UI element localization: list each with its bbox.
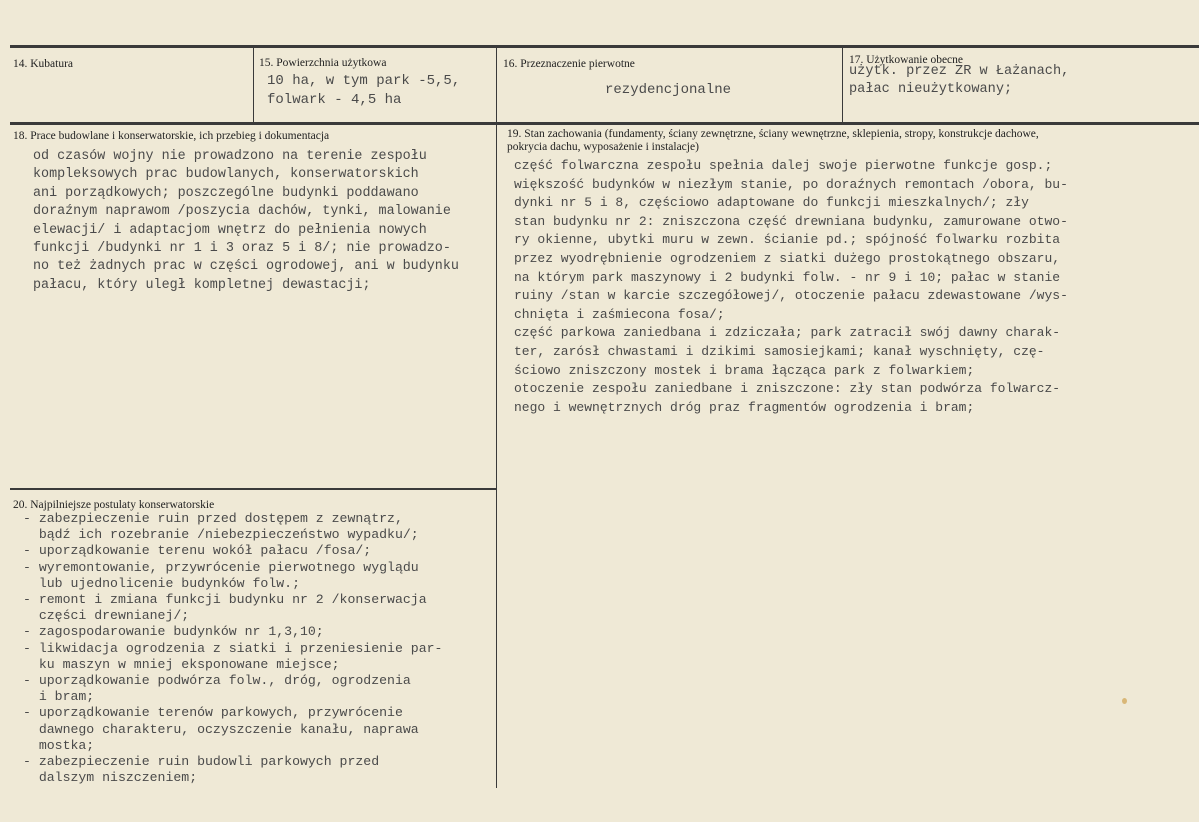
field-19-line: większość budynków w niezłym stanie, po doraźnych remontach /obora, bu- (514, 176, 1068, 192)
field-19-line: przez wyodrębnienie ogrodzeniem z siatki dużego prostokątnego obszaru, (514, 250, 1061, 266)
field-20-line: dalszym niszczeniem; (23, 770, 198, 786)
row1-divider-1 (253, 47, 254, 123)
field-20-line: - uporządkowanie terenów parkowych, przywrócenie (23, 705, 403, 721)
field-18-line: no też żadnych prac w części ogrodowej, ani w budynku (33, 259, 459, 275)
field-19-line: stan budynku nr 2: zniszczona część drewniana budynku, zamurowane otwo- (514, 213, 1068, 229)
field-20-text (23, 511, 442, 786)
field-17-line: pałac nieużytkowany; (849, 82, 1013, 98)
field-19-line: chnięta i zaśmiecona fosa/; (514, 306, 725, 322)
field-20-line: - uporządkowanie terenu wokół pałacu /fosa/; (23, 543, 372, 559)
field-20-line: bądź ich rozebranie /niebezpieczeństwo wypadku/; (23, 527, 419, 543)
field-19-line: ry okienne, ubytki muru w zewn. ścianie pd.; spójność folwarku rozbita (514, 232, 1061, 248)
row2-left-bottom-border (10, 488, 497, 490)
field-17-text (849, 63, 1069, 100)
top-border (10, 45, 1199, 48)
field-19-line: część parkowa zaniedbana i zdziczała; park zatracił swój dawny charak- (514, 325, 1061, 341)
field-18-line: funkcji /budynki nr 1 i 3 oraz 5 i 8/; nie prowadzo- (33, 241, 451, 257)
field-20-line: - zagospodarowanie budynków nr 1,3,10; (23, 624, 324, 640)
field-15-label: 15. Powierzchnia użytkowa (259, 57, 387, 69)
field-15-text (267, 72, 460, 110)
field-19-line: otoczenie zespołu zaniedbane i zniszczone: zły stan podwórza folwarcz- (514, 381, 1061, 397)
field-19-line: na którym park maszynowy i 2 budynki folw. - nr 9 i 10; pałac w stanie (514, 269, 1061, 285)
field-17-line: użytk. przez ZR w Łażanach, (849, 64, 1070, 79)
field-18-line: kompleksowych prac budowlanych, konserwatorskich (33, 167, 419, 183)
field-20-line: części drewnianej/; (23, 608, 190, 624)
field-19-line: część folwarczna zespołu spełnia dalej swoje pierwotne funkcje gosp.; (514, 158, 1053, 173)
field-19-line: dynki nr 5 i 8, częściowo adaptowane do funkcji mieszkalnych/; zły (514, 195, 1029, 211)
field-14-label: 14. Kubatura (13, 58, 74, 70)
field-20-line: - uporządkowanie podwórza folw., dróg, ogrodzenia (23, 673, 411, 689)
field-18-line: ani porządkowych; poszczególne budynki poddawano (33, 185, 419, 201)
field-19-line: nego i wewnętrznych dróg praz fragmentów ogrodzenia i bram; (514, 399, 975, 415)
field-20-line: dawnego charakteru, oczyszczenie kanału, naprawa (23, 721, 419, 737)
field-15-line: folwark - 4,5 ha (267, 92, 402, 108)
field-16-text (605, 81, 731, 99)
field-19-line: ściowo zniszczony mostek i brama łącząca park z folwarkiem; (514, 362, 975, 378)
row1-divider-2 (496, 47, 497, 123)
field-20-line: - likwidacja ogrodzenia z siatki i przeniesienie par- (23, 640, 443, 656)
field-20-line: - zabezpieczenie ruin przed dostępem z zewnątrz, (23, 511, 403, 526)
field-16-label: 16. Przeznaczenie pierwotne (503, 58, 635, 70)
field-20-line: i bram; (23, 689, 95, 705)
paper-stain (1122, 698, 1127, 704)
main-column-divider (496, 123, 497, 788)
field-20-line: ku maszyn w mniej eksponowane miejsce; (23, 656, 340, 672)
field-18-line: pałacu, który uległ kompletnej dewastacji; (33, 277, 371, 293)
field-16-line: rezydencjonalne (605, 82, 732, 98)
field-19-line: ter, zarósł chwastami i dzikimi samosiejkami; kanał wyschnięty, czę- (514, 343, 1045, 359)
field-18-line: elewacji/ i adaptacjom wnętrz do pełnienia nowych (33, 222, 427, 238)
field-20-line: - remont i zmiana funkcji budynku nr 2 /konserwacja (23, 592, 427, 608)
field-20-line: mostka; (23, 737, 95, 753)
field-19-label: 19. Stan zachowania (fundamenty, ściany zewnętrzne, ściany wewnętrzne, sklepienia, stropy, konstrukcje dachowe, pokrycia dachu, wyposażenie i instalacje) (507, 128, 1039, 153)
field-19-line: ruiny /stan w karcie szczegółowej/, otoczenie pałacu zdewastowane /wys- (514, 288, 1068, 304)
field-18-text (33, 148, 459, 295)
field-20-line: - zabezpieczenie ruin budowli parkowych przed (23, 754, 380, 770)
field-15-line: 10 ha, w tym park -5,5, (267, 73, 461, 89)
field-20-label: 20. Najpilniejsze postulaty konserwatorskie (13, 499, 215, 511)
row1-bottom-border (10, 122, 1199, 125)
field-18-line: od czasów wojny nie prowadzono na terenie zespołu (33, 149, 427, 164)
field-18-label: 18. Prace budowlane i konserwatorskie, ich przebieg i dokumentacja (13, 130, 330, 142)
field-18-line: doraźnym naprawom /poszycia dachów, tynki, malowanie (33, 204, 451, 220)
row1-divider-3 (842, 47, 843, 123)
field-20-line: - wyremontowanie, przywrócenie pierwotnego wyglądu (23, 559, 419, 575)
field-17-label: 17. Użytkowanie obecne (849, 54, 964, 66)
field-20-line: lub ujednolicenie budynków folw.; (23, 575, 300, 591)
field-19-text (514, 157, 1068, 417)
